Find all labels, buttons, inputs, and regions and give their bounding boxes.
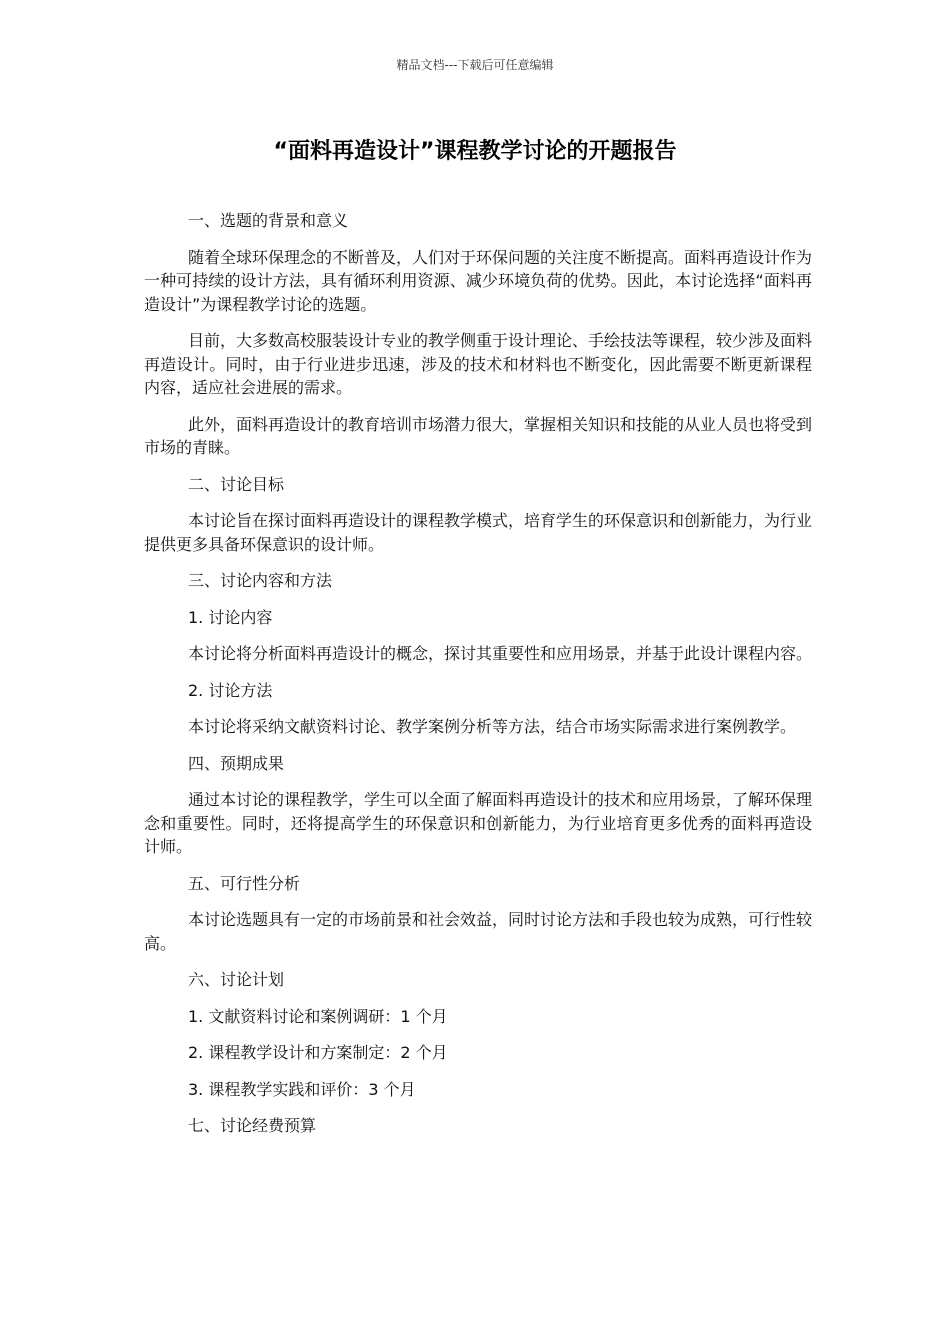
section-heading: 二、讨论目标	[188, 474, 285, 494]
plan-item: 2. 课程教学设计和方案制定：2 个月	[188, 1043, 448, 1062]
section-heading: 五、可行性分析	[188, 873, 301, 893]
subsection-heading: 1. 讨论内容	[188, 607, 273, 627]
section-heading: 七、讨论经费预算	[188, 1116, 317, 1135]
header-note: 精品文档---下载后可任意编辑	[396, 58, 554, 72]
plan-item: 3. 课程教学实践和评价：3 个月	[188, 1079, 416, 1099]
paragraph: 通过本讨论的课程教学，学生可以全面了解面料再造设计的技术和应用场景，了解环保理念和重要性。同时，还将提高学生的环保意识和创新能力，为行业培育更多优秀的面料再造设计师。	[144, 790, 813, 856]
paragraph: 本讨论旨在探讨面料再造设计的课程教学模式，培育学生的环保意识和创新能力，为行业提供更多具备环保意识的设计师。	[144, 511, 813, 554]
paragraph: 此外，面料再造设计的教育培训市场潜力很大，掌握相关知识和技能的从业人员也将受到市场的青睐。	[144, 414, 813, 457]
document-body	[144, 209, 812, 1151]
section-heading: 四、预期成果	[188, 753, 285, 773]
paragraph: 本讨论将采纳文献资料讨论、教学案例分析等方法，结合市场实际需求进行案例教学。	[188, 717, 797, 736]
section-heading: 一、选题的背景和意义	[188, 211, 349, 230]
section-heading: 三、讨论内容和方法	[188, 571, 333, 590]
paragraph: 本讨论选题具有一定的市场前景和社会效益，同时讨论方法和手段也较为成熟，可行性较高。	[144, 910, 813, 953]
paragraph: 本讨论将分析面料再造设计的概念，探讨其重要性和应用场景，并基于此设计课程内容。	[188, 644, 813, 663]
paragraph: 随着全球环保理念的不断普及，人们对于环保问题的关注度不断提高。面料再造设计作为一种可持续的设计方法，具有循环利用资源、减少环境负荷的优势。因此，本讨论选择“面料再造设计”为课程教学讨论的选题。	[144, 247, 813, 314]
plan-item: 1. 文献资料讨论和案例调研：1 个月	[188, 1006, 448, 1026]
section-heading: 六、讨论计划	[188, 970, 285, 989]
subsection-heading: 2. 讨论方法	[188, 680, 273, 700]
document-title: “面料再造设计”课程教学讨论的开题报告	[273, 139, 677, 164]
paragraph: 目前，大多数高校服装设计专业的教学侧重于设计理论、手绘技法等课程，较少涉及面料再造设计。同时，由于行业进步迅速，涉及的技术和材料也不断变化，因此需要不断更新课程内容，适应社会进展的需求。	[144, 331, 813, 397]
